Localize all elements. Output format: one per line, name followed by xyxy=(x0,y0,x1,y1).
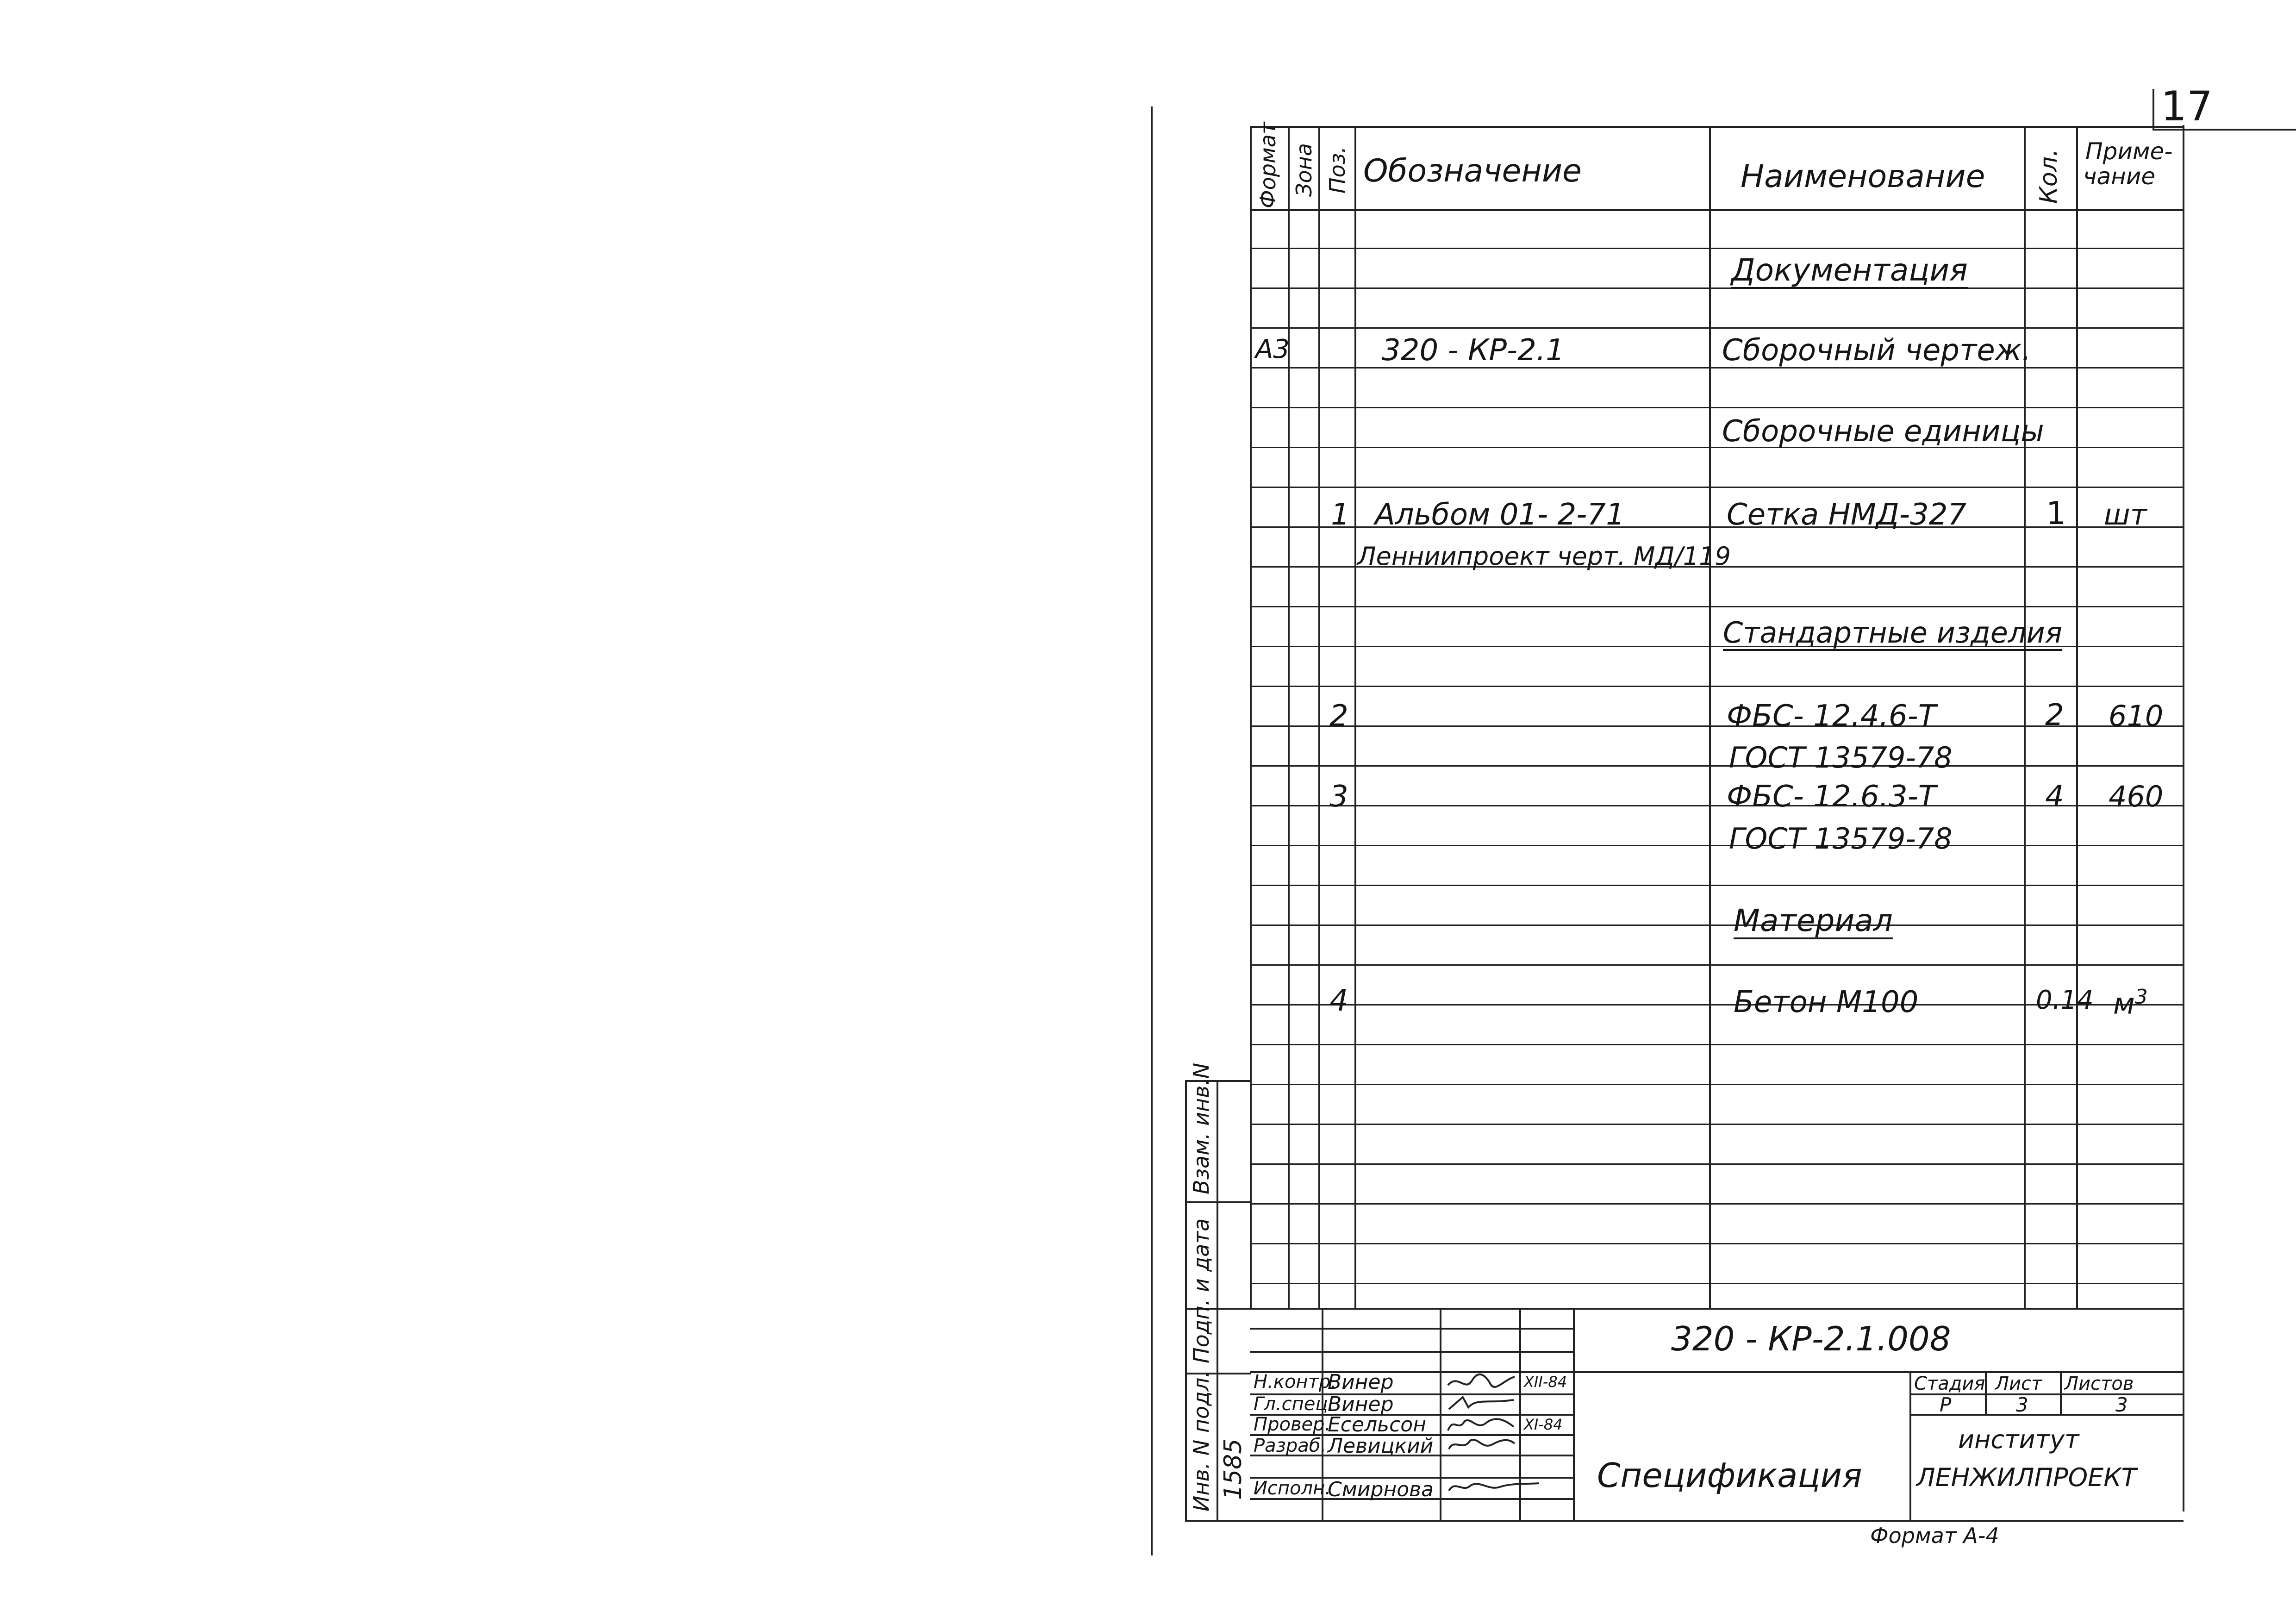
table-row-line xyxy=(1250,885,2184,886)
row4-name: Бетон М100 xyxy=(1734,985,1919,1019)
doc-designation: 320 - КР-2.1 xyxy=(1382,333,1565,368)
organization-line-2: ЛЕНЖИЛПРОЕКТ xyxy=(1916,1463,2137,1492)
tb-line-b xyxy=(1250,1351,1574,1353)
table-row-line xyxy=(1250,725,2184,727)
tb-col-sep-name xyxy=(1440,1308,1441,1521)
row2-name: ФБС- 12.4.6-Т xyxy=(1727,699,1936,733)
table-row-line xyxy=(1250,248,2184,249)
signer-3-role: Разраб. xyxy=(1254,1435,1327,1456)
side-stamp-bottom xyxy=(1185,1520,2184,1522)
section-documentation: Документация xyxy=(1731,252,1968,288)
signer-4-name: Смирнова xyxy=(1328,1478,1434,1501)
signer-1-name: Винер xyxy=(1328,1393,1394,1416)
row1-name: Сетка НМД-327 xyxy=(1727,498,1967,532)
doc-format: А3 xyxy=(1255,334,1290,364)
row4-note xyxy=(2113,985,2148,1021)
table-row-line xyxy=(1250,407,2184,408)
col-sep-qty-note xyxy=(2076,126,2078,1309)
tb-line-a xyxy=(1250,1328,1574,1330)
document-title: Спецификация xyxy=(1597,1456,1862,1495)
table-row-line xyxy=(1250,1124,2184,1125)
table-row-line xyxy=(1250,487,2184,488)
table-top-border xyxy=(1250,126,2184,128)
row4-note-unit: м xyxy=(2113,987,2135,1021)
doc-name: Сборочный чертеж. xyxy=(1722,333,2031,368)
col-sep-zone-pos xyxy=(1318,126,1320,1309)
tb-col-sep-stage xyxy=(1985,1371,1987,1415)
sheet-number: 17 xyxy=(2161,82,2213,130)
table-row-line xyxy=(1250,1283,2184,1284)
header-zone: Зона xyxy=(1292,143,1316,197)
header-qty: Кол. xyxy=(2035,149,2063,204)
section-material: Материал xyxy=(1734,903,1893,938)
table-row-line xyxy=(1250,964,2184,966)
header-designation: Обозначение xyxy=(1363,153,1582,189)
table-row-line xyxy=(1250,805,2184,806)
row1-note: шт xyxy=(2104,498,2147,531)
signer-0-name: Винер xyxy=(1328,1370,1394,1394)
signature-3 xyxy=(1444,1434,1518,1455)
sheet-value: 3 xyxy=(2016,1393,2028,1416)
side-stamp-sep-1 xyxy=(1185,1201,1251,1203)
row3-name-2: ГОСТ 13579-78 xyxy=(1729,822,1953,856)
sheets-label: Листов xyxy=(2065,1373,2134,1394)
format-note: Формат А-4 xyxy=(1870,1523,1999,1548)
table-row-line xyxy=(1250,765,2184,767)
tb-col-sep-sheet xyxy=(2060,1371,2062,1415)
header-bottom-border xyxy=(1250,209,2184,211)
row2-name-2: ГОСТ 13579-78 xyxy=(1729,741,1953,775)
table-bottom-border xyxy=(1185,1308,2184,1310)
side-stamp-outer-left xyxy=(1185,1081,1187,1521)
signature-2 xyxy=(1444,1414,1518,1435)
row4-note-exponent: 3 xyxy=(2134,985,2148,1009)
col-sep-designation-name xyxy=(1709,126,1711,1309)
stage-value: Р xyxy=(1940,1393,1952,1416)
row4-pos: 4 xyxy=(1329,984,1348,1018)
signer-2-name: Есельсон xyxy=(1328,1413,1426,1437)
signer-4-role: Исполн. xyxy=(1254,1478,1331,1499)
signer-2-role: Провер. xyxy=(1254,1414,1331,1435)
organization-line-1: институт xyxy=(1958,1425,2079,1454)
col-sep-name-qty xyxy=(2024,126,2026,1309)
signer-0-role: Н.контр. xyxy=(1254,1371,1336,1393)
row1-designation-2: Ленниипроект черт. МД/119 xyxy=(1357,542,1731,571)
row3-note: 460 xyxy=(2109,780,2164,813)
header-format: Формат xyxy=(1255,122,1280,208)
side-stamp-inner-divider xyxy=(1217,1081,1218,1521)
signer-2-date: XI-84 xyxy=(1524,1416,1563,1433)
signer-0-date: XII-84 xyxy=(1524,1373,1567,1391)
table-left-border xyxy=(1250,126,1252,1309)
col-sep-format-zone xyxy=(1288,126,1290,1309)
sheet-right-edge xyxy=(2183,125,2184,1512)
row3-name: ФБС- 12.6.3-Т xyxy=(1727,780,1936,814)
section-assembly-units: Сборочные единицы xyxy=(1722,414,2044,449)
side-stamp-inv-orig: Инв. N подл. xyxy=(1189,1371,1214,1512)
section-standard-items: Стандартные изделия xyxy=(1723,616,2063,650)
table-row-line xyxy=(1250,1044,2184,1045)
side-stamp-sign-date: Подп. и дата xyxy=(1189,1218,1214,1363)
row1-qty: 1 xyxy=(2046,495,2066,532)
signer-1-role: Гл.спец. xyxy=(1254,1393,1334,1415)
table-row-line xyxy=(1250,686,2184,687)
table-row-line xyxy=(1250,845,2184,846)
table-row-line xyxy=(1250,1163,2184,1165)
row3-qty: 4 xyxy=(2045,780,2064,814)
row1-pos: 1 xyxy=(1331,498,1350,532)
sheets-value: 3 xyxy=(2115,1393,2128,1416)
binding-line xyxy=(1151,106,1153,1555)
sheet-number-box-left xyxy=(2152,89,2154,130)
side-stamp-inv-orig-value: 1585 xyxy=(1219,1438,1247,1500)
tb-col-sep-date xyxy=(1573,1308,1575,1521)
col-sep-pos-designation xyxy=(1354,126,1356,1309)
row2-pos: 2 xyxy=(1329,699,1348,733)
table-row-line xyxy=(1250,287,2184,289)
table-row-line xyxy=(1250,924,2184,926)
header-name: Наименование xyxy=(1741,158,1985,195)
table-row-line xyxy=(1250,327,2184,329)
side-stamp-inv-subst: Взам. инв.N xyxy=(1189,1062,1214,1194)
tb-col-sep-title xyxy=(1909,1371,1911,1521)
row1-designation: Альбом 01- 2-71 xyxy=(1375,498,1625,532)
signature-0 xyxy=(1444,1371,1518,1394)
header-note-line2: чание xyxy=(2083,163,2156,190)
stage-label: Стадия xyxy=(1914,1373,1985,1394)
table-row-line xyxy=(1250,1203,2184,1205)
row3-pos: 3 xyxy=(1329,780,1348,814)
row2-qty: 2 xyxy=(2045,698,2064,732)
table-row-line xyxy=(1250,1084,2184,1085)
header-note-line1: Приме- xyxy=(2085,138,2173,165)
row2-note: 610 xyxy=(2109,699,2164,733)
row4-qty: 0.14 xyxy=(2036,985,2094,1015)
document-code: 320 - КР-2.1.008 xyxy=(1671,1319,1951,1358)
signature-1 xyxy=(1444,1393,1518,1415)
signer-3-name: Левицкий xyxy=(1328,1434,1434,1458)
sheet-label: Лист xyxy=(1995,1373,2042,1394)
header-pos: Поз. xyxy=(1325,146,1350,194)
signature-4 xyxy=(1444,1477,1541,1498)
table-row-line xyxy=(1250,1243,2184,1244)
table-row-line xyxy=(1250,606,2184,607)
